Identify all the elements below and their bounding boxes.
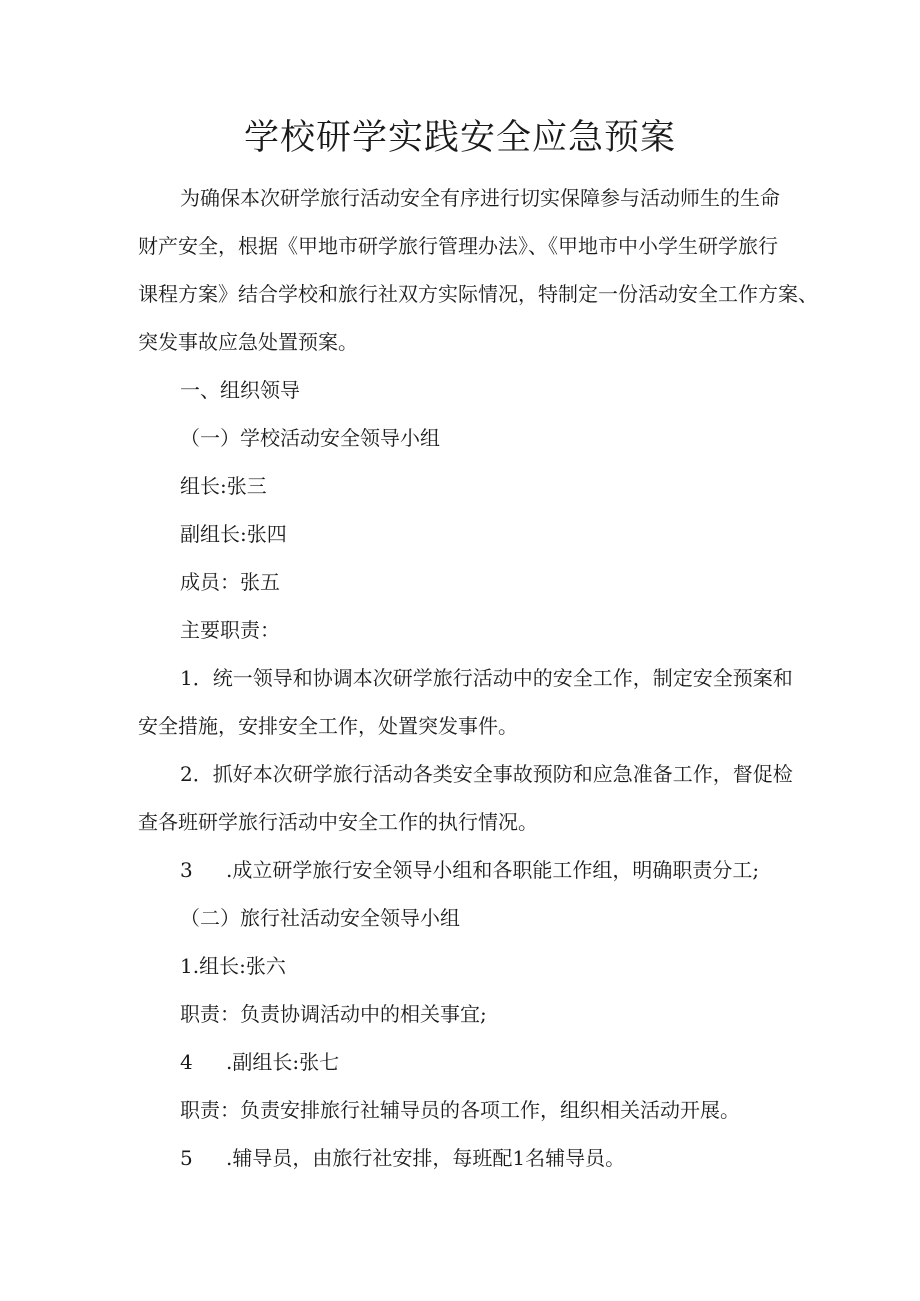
- subsection-heading-agency-group: （二）旅行社活动安全领导小组: [180, 906, 460, 930]
- agency-deputy-number: 4: [180, 1050, 193, 1074]
- intro-line-4: 突发事故应急处置预案。: [138, 330, 358, 354]
- agency-guide-text: .辅导员，由旅行社安排，每班配1名辅导员。: [226, 1146, 626, 1170]
- agency-deputy-duty: 职责：负责安排旅行社辅导员的各项工作，组织相关活动开展。: [180, 1098, 740, 1122]
- agency-guide-number: 5: [180, 1146, 193, 1170]
- agency-deputy-text: .副组长:张七: [226, 1050, 340, 1074]
- page-title: 学校研学实践安全应急预案: [243, 118, 676, 158]
- duty-2-line-1: 2．抓好本次研学旅行活动各类安全事故预防和应急准备工作，督促检: [180, 762, 793, 786]
- agency-leader-duty: 职责：负责协调活动中的相关事宜;: [180, 1002, 487, 1026]
- duties-label: 主要职责：: [180, 618, 280, 642]
- intro-line-2: 财产安全，根据《甲地市研学旅行管理办法》、《甲地市中小学生研学旅行: [138, 234, 778, 258]
- school-leader: 组长:张三: [180, 474, 267, 498]
- agency-leader: 1.组长:张六: [180, 954, 286, 978]
- duty-3: [180, 846, 800, 894]
- duty-3-number: 3: [180, 858, 193, 882]
- duty-3-text: .成立研学旅行安全领导小组和各职能工作组，明确职责分工;: [226, 858, 760, 882]
- intro-line-3: 课程方案》结合学校和旅行社双方实际情况，特制定一份活动安全工作方案、: [138, 282, 818, 306]
- school-deputy-leader: 副组长:张四: [180, 522, 287, 546]
- agency-guide: [180, 1134, 800, 1182]
- duty-1-line-2: 安全措施，安排安全工作，处置突发事件。: [138, 714, 518, 738]
- intro-line-1: 为确保本次研学旅行活动安全有序进行切实保障参与活动师生的生命: [180, 186, 780, 210]
- section-heading-organization: 一、组织领导: [180, 378, 300, 402]
- subsection-heading-school-group: （一）学校活动安全领导小组: [180, 426, 440, 450]
- school-members: 成员：张五: [180, 570, 280, 594]
- agency-deputy: [180, 1038, 800, 1086]
- duty-1-line-1: 1．统一领导和协调本次研学旅行活动中的安全工作，制定安全预案和: [180, 666, 793, 690]
- duty-2-line-2: 查各班研学旅行活动中安全工作的执行情况。: [138, 810, 538, 834]
